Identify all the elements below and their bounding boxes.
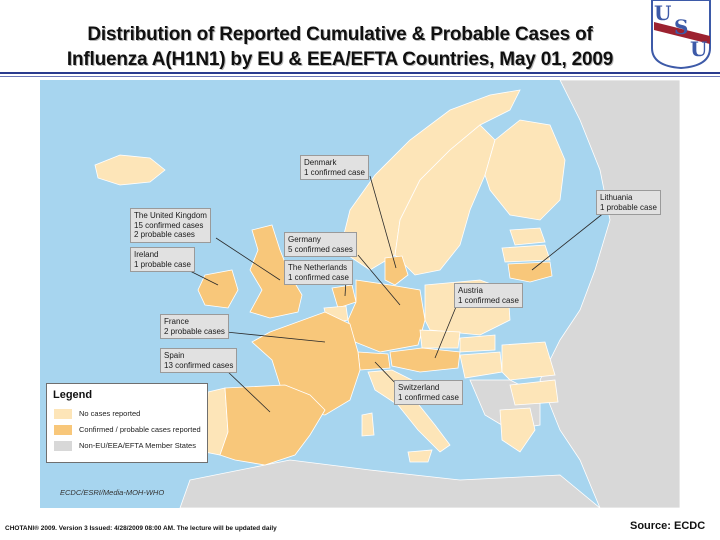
callout-lithuania-detail: 1 probable case (600, 202, 657, 212)
ireland (198, 270, 238, 308)
lithuania (508, 262, 552, 282)
callout-ireland (130, 247, 195, 272)
svg-text:S: S (674, 15, 689, 39)
callout-switzerland (394, 380, 463, 405)
callout-austria-country: Austria (458, 286, 483, 295)
callout-uk-detail2: 2 probable cases (134, 230, 195, 239)
callout-denmark-detail: 1 confirmed case (304, 167, 365, 177)
svg-text:U: U (654, 1, 672, 25)
callout-germany-country: Germany (288, 235, 321, 244)
callout-switzerland-detail: 1 confirmed case (398, 392, 459, 402)
callout-uk (130, 208, 211, 243)
austria (390, 348, 460, 372)
callout-austria-detail: 1 confirmed case (458, 295, 519, 305)
romania (502, 342, 555, 380)
callout-switzerland-country: Switzerland (398, 383, 440, 392)
callout-spain-country: Spain (164, 351, 185, 360)
finland (485, 120, 565, 220)
slovakia (460, 335, 495, 352)
callout-ireland-detail: 1 probable case (134, 259, 191, 269)
callout-lithuania (596, 190, 661, 215)
callout-germany (284, 232, 357, 257)
callout-france-country: France (164, 317, 189, 326)
spain (220, 385, 325, 465)
europe-map (40, 80, 680, 508)
netherlands (332, 285, 356, 308)
callout-spain (160, 348, 237, 373)
legend-label-non-member: Non-EU/EEA/EFTA Member States (79, 441, 196, 450)
callout-spain-detail: 13 confirmed cases (164, 360, 234, 370)
germany (348, 280, 425, 352)
callout-ireland-country: Ireland (134, 250, 159, 259)
title-rule-top (0, 72, 720, 74)
legend-swatch-no-cases (54, 409, 72, 419)
latvia (502, 245, 550, 262)
callout-denmark-country: Denmark (304, 158, 337, 167)
callout-netherlands (284, 260, 353, 285)
svg-text:U: U (690, 37, 708, 61)
callout-uk-detail1: 15 confirmed cases (134, 220, 204, 230)
callout-netherlands-detail: 1 confirmed case (288, 272, 349, 282)
legend-label-confirmed: Confirmed / probable cases reported (79, 425, 201, 434)
title-line-1: Distribution of Reported Cumulative & Probable Cases of (87, 24, 593, 45)
callout-france (160, 314, 229, 339)
slide-title (20, 22, 660, 72)
callout-austria (454, 283, 523, 308)
legend-swatch-non-member (54, 441, 72, 451)
map-credit: ECDC/ESRI/Media-MOH-WHO (60, 488, 165, 497)
sicily (408, 450, 432, 462)
legend-swatch-confirmed (54, 425, 72, 435)
title-rule-bottom (0, 76, 720, 77)
callout-denmark (300, 155, 369, 180)
non-member-east (540, 80, 680, 508)
iceland (95, 155, 165, 185)
callout-netherlands-country: The Netherlands (288, 263, 348, 272)
footer-source: Source: ECDC (630, 520, 706, 532)
callout-germany-detail: 5 confirmed cases (288, 244, 353, 254)
callout-france-detail: 2 probable cases (164, 326, 225, 336)
hungary (460, 352, 502, 378)
legend-label-no-cases: No cases reported (79, 409, 141, 418)
estonia (510, 228, 545, 245)
title-line-2: Influenza A(H1N1) by EU & EEA/EFTA Countries, May 01, 2009 (66, 49, 614, 70)
switzerland (358, 352, 390, 370)
legend-title: Legend (53, 389, 93, 401)
sardinia (362, 413, 374, 436)
callout-uk-country: The United Kingdom (134, 211, 207, 220)
non-member-africa (180, 460, 600, 508)
callout-lithuania-country: Lithuania (600, 193, 633, 202)
footer-copyright: CHOTANI® 2009. Version 3 Issued: 4/28/2009 08:00 AM. The lecture will be updated daily (5, 525, 277, 532)
map-legend (46, 383, 208, 463)
usu-logo (644, 0, 720, 72)
greece (500, 408, 535, 452)
